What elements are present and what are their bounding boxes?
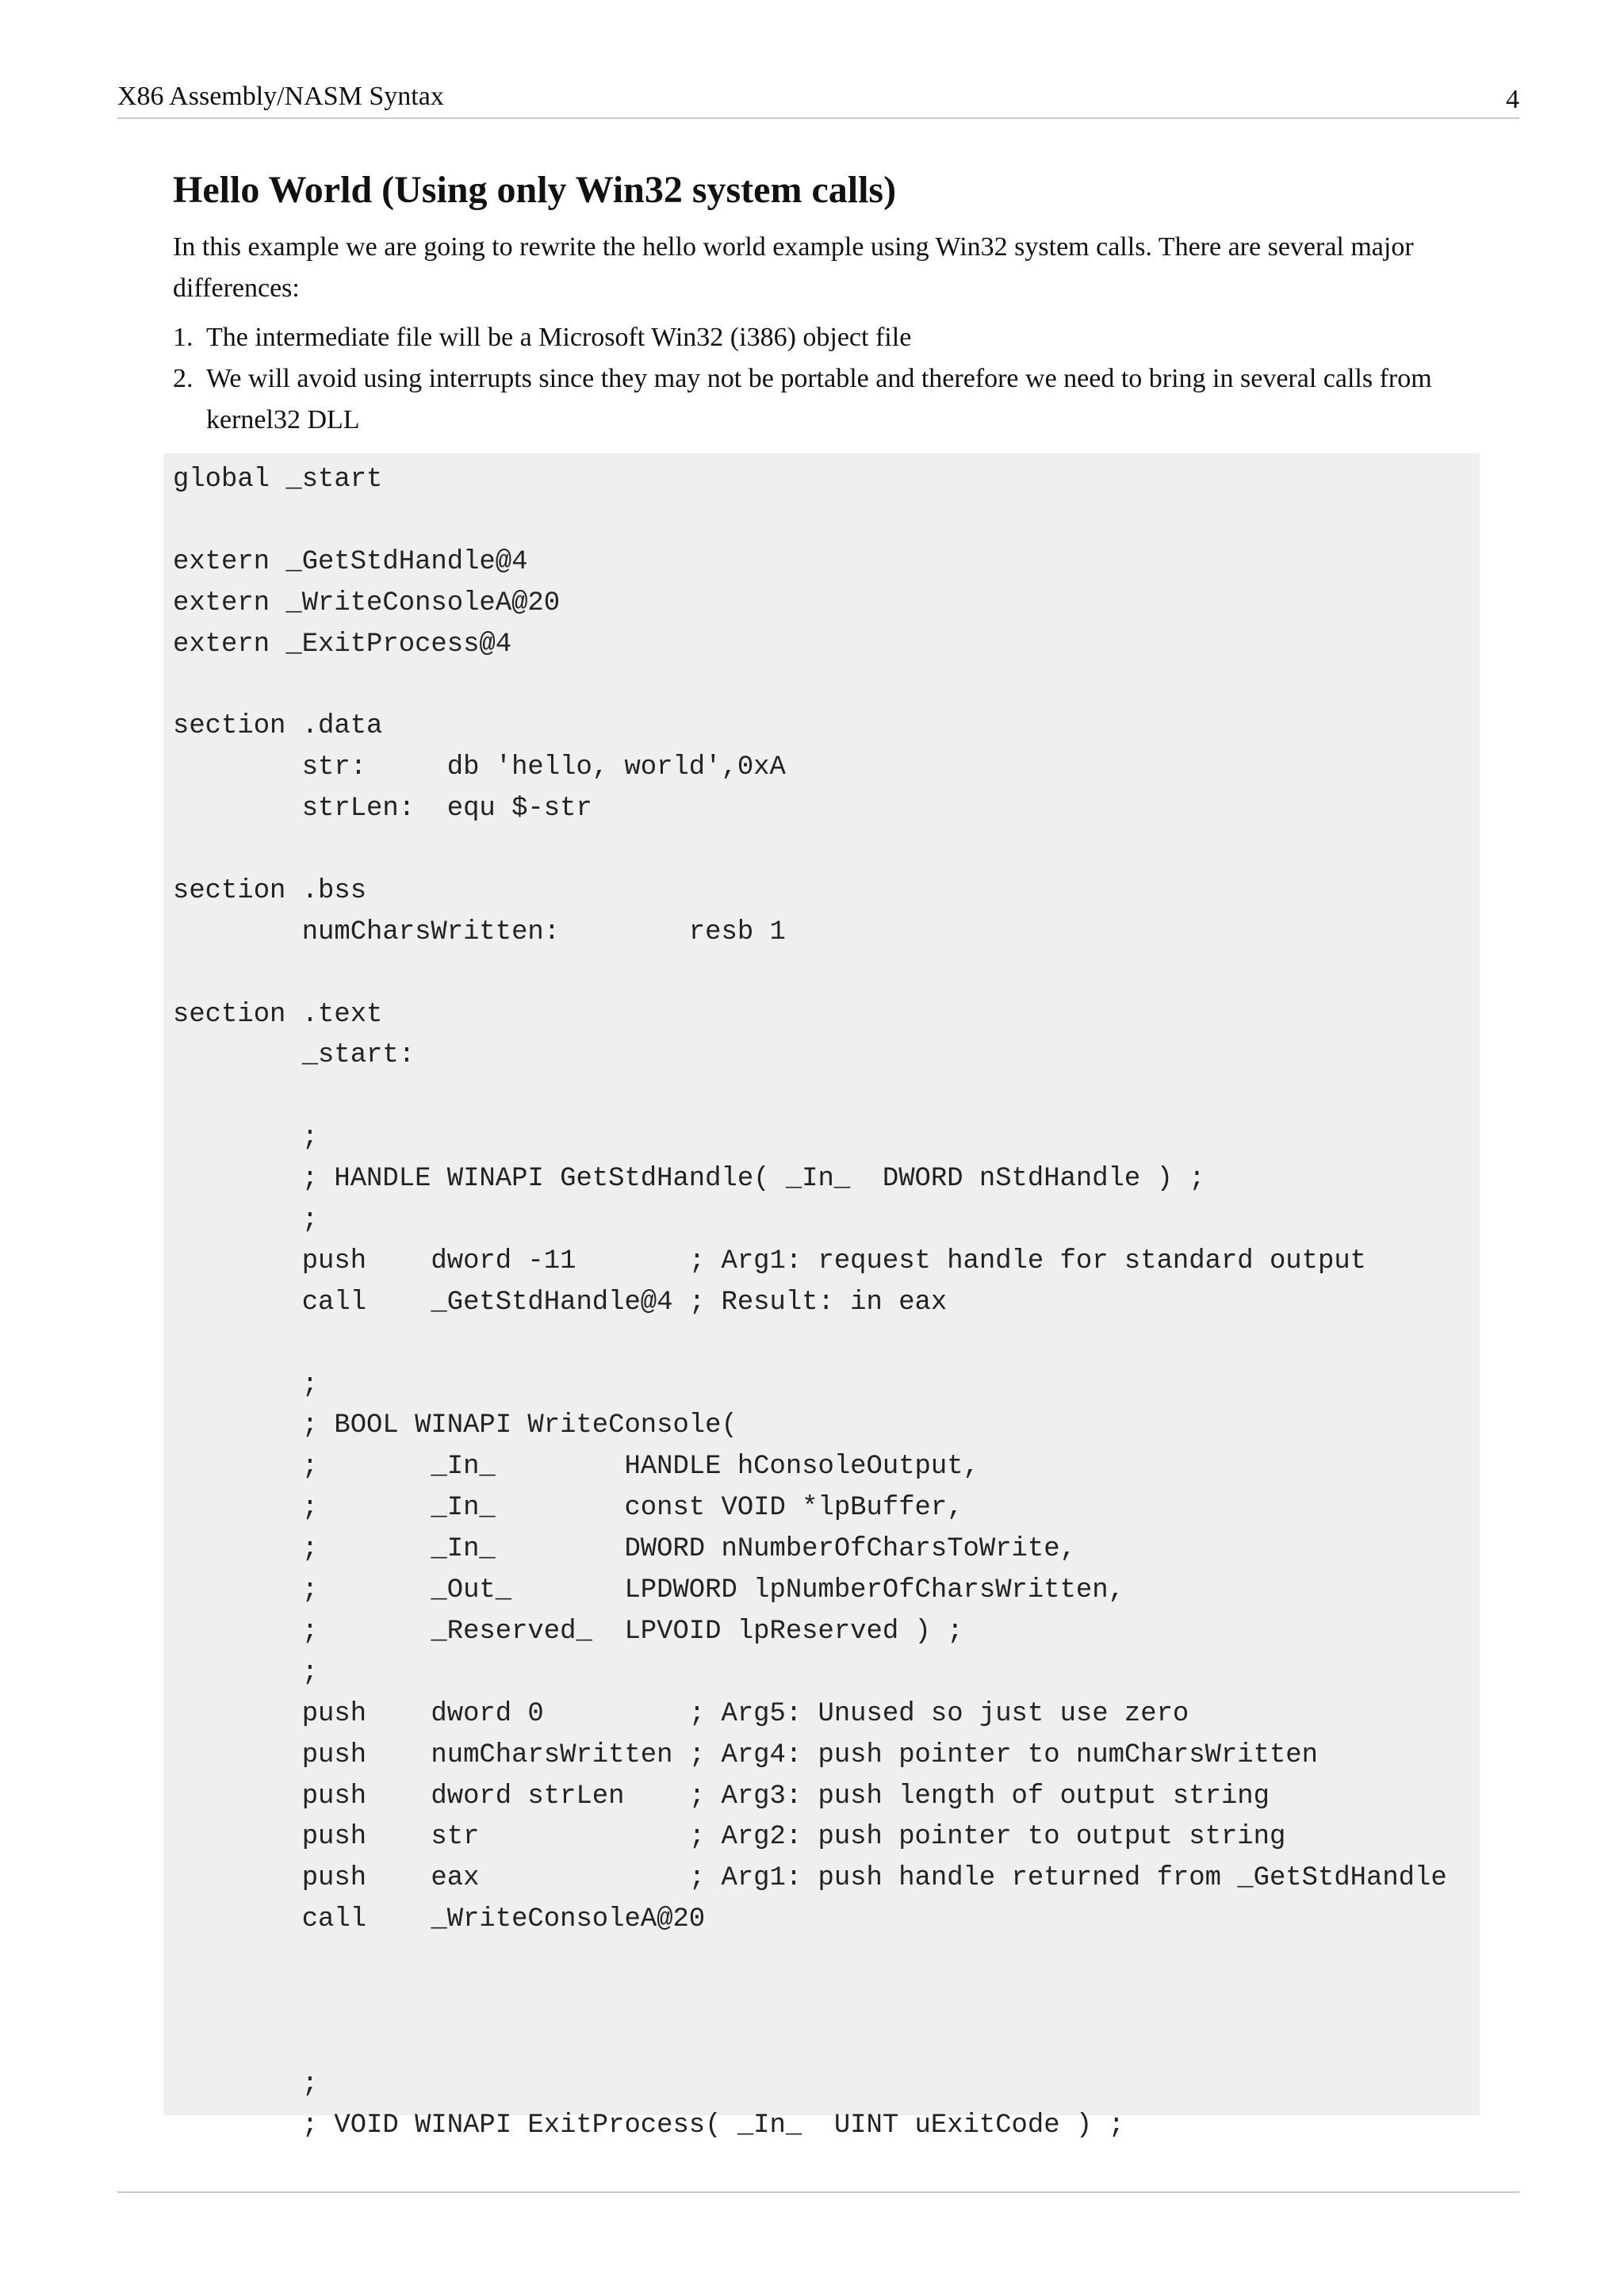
code-line [173, 665, 1480, 706]
code-line: section .data [173, 711, 383, 742]
page-content [173, 165, 1489, 441]
list-item-number: 2. [173, 364, 193, 393]
code-line [173, 830, 1480, 871]
code-line: ; _In_ const VOID *lpBuffer, [173, 1493, 963, 1524]
code-line: global _start [173, 465, 383, 495]
code-line: push dword strLen ; Arg3: push length of output string [173, 1781, 1270, 1812]
code-block [163, 453, 1480, 2141]
code-line: call _GetStdHandle@4 ; Result: in eax [173, 1287, 948, 1318]
code-line: extern _WriteConsoleA@20 [173, 587, 561, 618]
section-heading: Hello World (Using only Win32 system calls) [173, 169, 897, 211]
code-line: push dword 0 ; Arg5: Unused so just use zero [173, 1698, 1189, 1729]
code-line: push str ; Arg2: push pointer to output string [173, 1822, 1286, 1853]
code-line: ; VOID WINAPI ExitProcess( _In_ UINT uExitCode ) ; [173, 2110, 1124, 2141]
code-line: section .text [173, 999, 383, 1030]
code-line [173, 2023, 1480, 2064]
code-line: str: db 'hello, world',0xA [173, 752, 786, 783]
running-title: X86 Assembly/NASM Syntax [117, 82, 444, 111]
page-number: 4 [1506, 85, 1519, 114]
code-line: strLen: equ $-str [173, 794, 592, 825]
code-line [173, 1941, 1480, 1982]
code-line: ; _Out_ LPDWORD lpNumberOfCharsWritten, [173, 1575, 1124, 1606]
code-line: ; [173, 1657, 319, 1688]
list-item-text: We will avoid using interrupts since they may not be portable and therefore we need to bring in several calls from kernel32 DLL [206, 364, 1432, 434]
list-item-number: 1. [173, 323, 193, 352]
differences-list [173, 317, 1489, 441]
list-item [173, 317, 1489, 358]
code-line: numCharsWritten: resb 1 [173, 916, 786, 947]
code-line: ; [173, 2068, 319, 2099]
code-line: ; _Reserved_ LPVOID lpReserved ) ; [173, 1616, 963, 1647]
code-line: ; [173, 1205, 319, 1236]
code-line: ; [173, 1369, 319, 1400]
code-line: ; [173, 1123, 319, 1154]
code-line: extern _GetStdHandle@4 [173, 546, 528, 577]
code-line [173, 954, 1480, 995]
code-line: push numCharsWritten ; Arg4: push pointer to numCharsWritten [173, 1739, 1318, 1770]
code-line: ; HANDLE WINAPI GetStdHandle( _In_ DWORD nStdHandle ) ; [173, 1164, 1205, 1195]
code-line: ; BOOL WINAPI WriteConsole( [173, 1410, 737, 1441]
list-item-text: The intermediate file will be a Microsoft Win32 (i386) object file [206, 323, 912, 352]
code-line: push eax ; Arg1: push handle returned from _GetStdHandle [173, 1863, 1447, 1894]
intro-paragraph: In this example we are going to rewrite the hello world example using Win32 system calls. There are several major differences: [173, 232, 1414, 303]
code-line [173, 1324, 1480, 1365]
code-line: push dword -11 ; Arg1: request handle for standard output [173, 1246, 1366, 1276]
page-footer-rule [117, 2191, 1519, 2193]
code-line [173, 1982, 1480, 2023]
code-line: extern _ExitProcess@4 [173, 629, 512, 660]
code-line: _start: [173, 1040, 416, 1071]
list-item [173, 358, 1489, 441]
code-line: ; _In_ DWORD nNumberOfCharsToWrite, [173, 1534, 1076, 1565]
page-header [117, 79, 1519, 119]
code-line: call _WriteConsoleA@20 [173, 1904, 706, 1935]
code-line: section .bss [173, 875, 367, 906]
code-line: ; _In_ HANDLE hConsoleOutput, [173, 1452, 979, 1483]
code-line [173, 501, 1480, 542]
code-line [173, 1077, 1480, 1118]
